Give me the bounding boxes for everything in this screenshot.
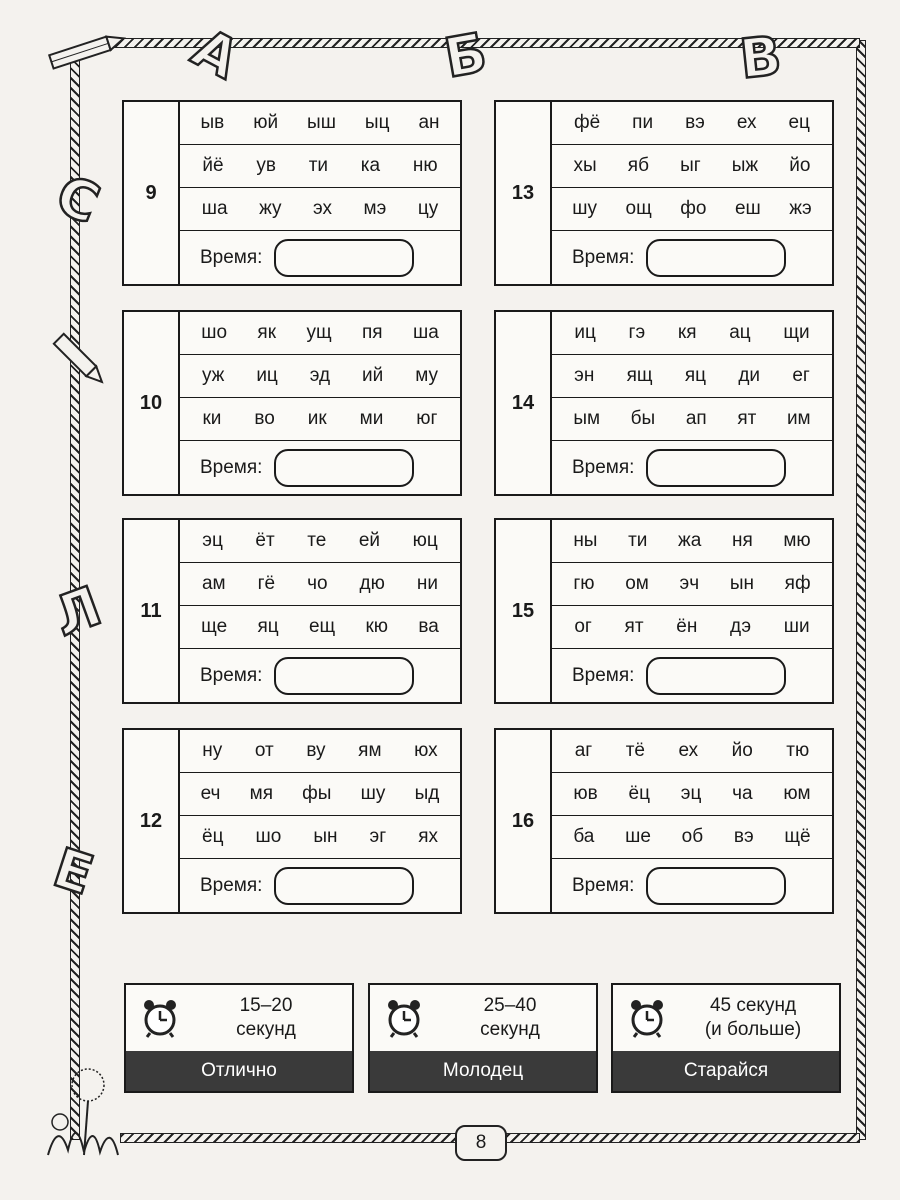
time-row bbox=[552, 231, 832, 284]
syllable: ощ bbox=[625, 198, 652, 219]
syllable: во bbox=[254, 408, 275, 429]
time-input-box[interactable] bbox=[646, 239, 786, 277]
syllable-row bbox=[180, 355, 460, 398]
time-row bbox=[180, 231, 460, 284]
syllable: эц bbox=[680, 783, 702, 804]
syllable: гю bbox=[573, 573, 595, 594]
time-label: Время: bbox=[200, 874, 263, 896]
score-grade-label: Старайся bbox=[613, 1051, 839, 1091]
syllable: те bbox=[307, 530, 327, 551]
syllable-row bbox=[180, 520, 460, 563]
alarm-clock-icon bbox=[140, 998, 180, 1038]
syllable: ег bbox=[792, 365, 810, 386]
alarm-clock-icon bbox=[627, 998, 667, 1038]
exercise-number: 12 bbox=[124, 730, 180, 912]
syllable: вэ bbox=[685, 112, 705, 133]
syllable: тё bbox=[625, 740, 645, 761]
syllable: еч bbox=[200, 783, 221, 804]
syllable: кя bbox=[677, 322, 697, 343]
syllable-row bbox=[552, 730, 832, 773]
syllable: тю bbox=[786, 740, 810, 761]
syllable: ню bbox=[412, 155, 438, 176]
syllable: хы bbox=[573, 155, 597, 176]
score-time-range: 25–40 bbox=[483, 995, 537, 1016]
syllable-row bbox=[552, 145, 832, 188]
syllable: ей bbox=[358, 530, 381, 551]
syllable: ац bbox=[729, 322, 751, 343]
score-card-well-done bbox=[368, 983, 598, 1093]
syllable: ка bbox=[360, 155, 381, 176]
syllable-row bbox=[180, 606, 460, 649]
exercise-number: 11 bbox=[124, 520, 180, 702]
syllable: ий bbox=[362, 365, 384, 386]
syllable: фё bbox=[573, 112, 601, 133]
decor-letter-b: Б bbox=[439, 20, 492, 91]
syllable: юх bbox=[414, 740, 438, 761]
syllable: ти bbox=[308, 155, 329, 176]
syllable: ще bbox=[201, 616, 228, 637]
syllable: ям bbox=[358, 740, 382, 761]
score-card-excellent bbox=[124, 983, 354, 1093]
time-label: Время: bbox=[572, 456, 635, 478]
syllable: ёц bbox=[202, 826, 224, 847]
exercise-block bbox=[122, 518, 462, 704]
syllable: ях bbox=[418, 826, 438, 847]
syllable: ым bbox=[573, 408, 601, 429]
syllable-row bbox=[180, 188, 460, 231]
syllable: ик bbox=[307, 408, 327, 429]
syllable-row bbox=[552, 355, 832, 398]
syllable: ят bbox=[624, 616, 644, 637]
syllable: ня bbox=[731, 530, 753, 551]
score-grade-label: Отлично bbox=[126, 1051, 352, 1091]
syllable: йо bbox=[731, 740, 753, 761]
syllable: иц bbox=[574, 322, 596, 343]
syllable-row bbox=[180, 398, 460, 441]
time-input-box[interactable] bbox=[646, 657, 786, 695]
exercise-block bbox=[494, 518, 834, 704]
syllable: яб bbox=[627, 155, 649, 176]
syllable: кю bbox=[365, 616, 389, 637]
syllable: яф bbox=[784, 573, 811, 594]
syllable: ша bbox=[201, 198, 228, 219]
syllable: жэ bbox=[789, 198, 812, 219]
syllable: ам bbox=[201, 573, 226, 594]
exercise-number: 13 bbox=[496, 102, 552, 284]
syllable-row bbox=[552, 188, 832, 231]
score-card-try-harder bbox=[611, 983, 841, 1093]
syllable: юй bbox=[253, 112, 279, 133]
page-number: 8 bbox=[455, 1125, 507, 1161]
syllable: ву bbox=[306, 740, 326, 761]
syllable: чо bbox=[307, 573, 328, 594]
syllable: ёц bbox=[628, 783, 650, 804]
syllable-row bbox=[552, 606, 832, 649]
syllable: иц bbox=[256, 365, 278, 386]
syllable: фы bbox=[302, 783, 332, 804]
syllable: ыд bbox=[414, 783, 440, 804]
syllable: им bbox=[786, 408, 811, 429]
syllable: щи bbox=[783, 322, 810, 343]
syllable: ни bbox=[416, 573, 438, 594]
syllable: мя bbox=[249, 783, 273, 804]
syllable-row bbox=[180, 102, 460, 145]
time-row bbox=[552, 649, 832, 702]
time-input-box[interactable] bbox=[274, 867, 414, 905]
exercise-number: 14 bbox=[496, 312, 552, 494]
time-label: Время: bbox=[572, 874, 635, 896]
decor-letter-a: А bbox=[182, 15, 250, 92]
syllable: ув bbox=[256, 155, 276, 176]
exercise-block bbox=[122, 310, 462, 496]
syllable: ыв bbox=[200, 112, 225, 133]
syllable: ец bbox=[788, 112, 810, 133]
syllable: аг bbox=[574, 740, 593, 761]
syllable-row bbox=[180, 773, 460, 816]
exercise-block bbox=[494, 728, 834, 914]
syllable-row bbox=[552, 312, 832, 355]
exercise-block bbox=[122, 100, 462, 286]
syllable: эц bbox=[202, 530, 223, 551]
syllable: дю bbox=[359, 573, 385, 594]
decor-letter-s: С bbox=[47, 162, 108, 237]
syllable: юв bbox=[573, 783, 598, 804]
syllable: ша bbox=[412, 322, 439, 343]
exercise-block bbox=[122, 728, 462, 914]
syllable: ти bbox=[628, 530, 648, 551]
syllable: гэ bbox=[628, 322, 646, 343]
time-label: Время: bbox=[200, 246, 263, 268]
dandelion-illustration bbox=[38, 1060, 128, 1160]
time-row bbox=[552, 859, 832, 912]
decor-letter-v: В bbox=[736, 24, 785, 91]
syllable-row bbox=[552, 563, 832, 606]
syllable: ёт bbox=[255, 530, 275, 551]
syllable-row bbox=[180, 312, 460, 355]
syllable: яц bbox=[684, 365, 707, 386]
frame-right-border bbox=[856, 40, 866, 1140]
decor-letter-l: Л bbox=[45, 574, 110, 649]
syllable: щё bbox=[784, 826, 811, 847]
exercise-number: 15 bbox=[496, 520, 552, 702]
score-time-unit: секунд bbox=[480, 1019, 540, 1040]
syllable: ми bbox=[359, 408, 384, 429]
syllable-row bbox=[180, 145, 460, 188]
syllable: ыж bbox=[731, 155, 759, 176]
exercise-number: 16 bbox=[496, 730, 552, 912]
score-time-range: 45 секунд bbox=[709, 995, 797, 1016]
syllable: ят bbox=[737, 408, 757, 429]
syllable: от bbox=[254, 740, 274, 761]
time-input-box[interactable] bbox=[274, 239, 414, 277]
time-row bbox=[180, 649, 460, 702]
score-time-unit: (и больше) bbox=[704, 1019, 802, 1040]
decor-letter-e: Е bbox=[46, 835, 101, 908]
syllable: юц bbox=[412, 530, 438, 551]
syllable: эч bbox=[679, 573, 700, 594]
syllable: эд bbox=[309, 365, 331, 386]
score-time-range: 15–20 bbox=[239, 995, 293, 1016]
syllable: як bbox=[257, 322, 277, 343]
syllable: ещ bbox=[308, 616, 336, 637]
syllable: яц bbox=[257, 616, 279, 637]
exercise-block bbox=[494, 100, 834, 286]
exercise-number: 9 bbox=[124, 102, 180, 284]
syllable: ын bbox=[313, 826, 338, 847]
syllable-row bbox=[180, 730, 460, 773]
syllable: уж bbox=[201, 365, 225, 386]
syllable: цу bbox=[417, 198, 439, 219]
syllable: ки bbox=[202, 408, 222, 429]
syllable: ящ bbox=[626, 365, 653, 386]
score-grade-label: Молодец bbox=[370, 1051, 596, 1091]
time-label: Время: bbox=[200, 456, 263, 478]
time-row bbox=[180, 859, 460, 912]
syllable: ыш bbox=[307, 112, 336, 133]
syllable-row bbox=[180, 816, 460, 859]
syllable: шо bbox=[255, 826, 282, 847]
time-row bbox=[552, 441, 832, 494]
syllable: ён bbox=[676, 616, 698, 637]
syllable-row bbox=[552, 102, 832, 145]
alarm-clock-icon bbox=[384, 998, 424, 1038]
syllable: ом bbox=[625, 573, 649, 594]
pencil-icon bbox=[40, 30, 130, 75]
syllable: бы bbox=[630, 408, 656, 429]
syllable: му bbox=[415, 365, 438, 386]
syllable-row bbox=[552, 773, 832, 816]
syllable: ех bbox=[736, 112, 757, 133]
syllable: ба bbox=[573, 826, 595, 847]
syllable-row bbox=[552, 398, 832, 441]
syllable: юм bbox=[783, 783, 811, 804]
syllable: фо bbox=[680, 198, 707, 219]
syllable-row bbox=[180, 563, 460, 606]
syllable: эн bbox=[574, 365, 595, 386]
syllable: шу bbox=[572, 198, 597, 219]
syllable: ущ bbox=[306, 322, 332, 343]
syllable: шу bbox=[360, 783, 386, 804]
syllable-row bbox=[552, 520, 832, 563]
syllable: шо bbox=[201, 322, 228, 343]
syllable: дэ bbox=[730, 616, 752, 637]
time-input-box[interactable] bbox=[646, 867, 786, 905]
syllable: йё bbox=[202, 155, 224, 176]
syllable: эх bbox=[313, 198, 333, 219]
syllable: ди bbox=[738, 365, 761, 386]
syllable: ан bbox=[418, 112, 440, 133]
syllable: йо bbox=[789, 155, 811, 176]
syllable: юг bbox=[416, 408, 438, 429]
exercise-block bbox=[494, 310, 834, 496]
score-time-unit: секунд bbox=[236, 1019, 296, 1040]
pencil-icon bbox=[45, 325, 115, 395]
syllable: ва bbox=[418, 616, 439, 637]
time-label: Время: bbox=[200, 664, 263, 686]
syllable: жу bbox=[259, 198, 282, 219]
time-input-box[interactable] bbox=[274, 657, 414, 695]
syllable: вэ bbox=[733, 826, 754, 847]
syllable: ыг bbox=[680, 155, 701, 176]
syllable: гё bbox=[257, 573, 276, 594]
syllable: ши bbox=[783, 616, 810, 637]
syllable: мю bbox=[783, 530, 811, 551]
time-label: Время: bbox=[572, 664, 635, 686]
syllable: ын bbox=[729, 573, 754, 594]
syllable-row bbox=[552, 816, 832, 859]
syllable: мэ bbox=[363, 198, 387, 219]
time-input-box[interactable] bbox=[274, 449, 414, 487]
syllable: пя bbox=[361, 322, 383, 343]
syllable: ех bbox=[678, 740, 699, 761]
syllable: ше bbox=[625, 826, 651, 847]
syllable: еш bbox=[734, 198, 761, 219]
syllable: ну bbox=[202, 740, 223, 761]
syllable: ап bbox=[685, 408, 707, 429]
syllable: ча bbox=[732, 783, 753, 804]
syllable: пи bbox=[632, 112, 654, 133]
time-row bbox=[180, 441, 460, 494]
syllable: ог bbox=[574, 616, 592, 637]
syllable: об bbox=[681, 826, 704, 847]
syllable: ны bbox=[573, 530, 598, 551]
syllable: эг bbox=[369, 826, 387, 847]
time-input-box[interactable] bbox=[646, 449, 786, 487]
exercise-number: 10 bbox=[124, 312, 180, 494]
time-label: Время: bbox=[572, 246, 635, 268]
syllable: ыц bbox=[364, 112, 390, 133]
syllable: жа bbox=[678, 530, 702, 551]
